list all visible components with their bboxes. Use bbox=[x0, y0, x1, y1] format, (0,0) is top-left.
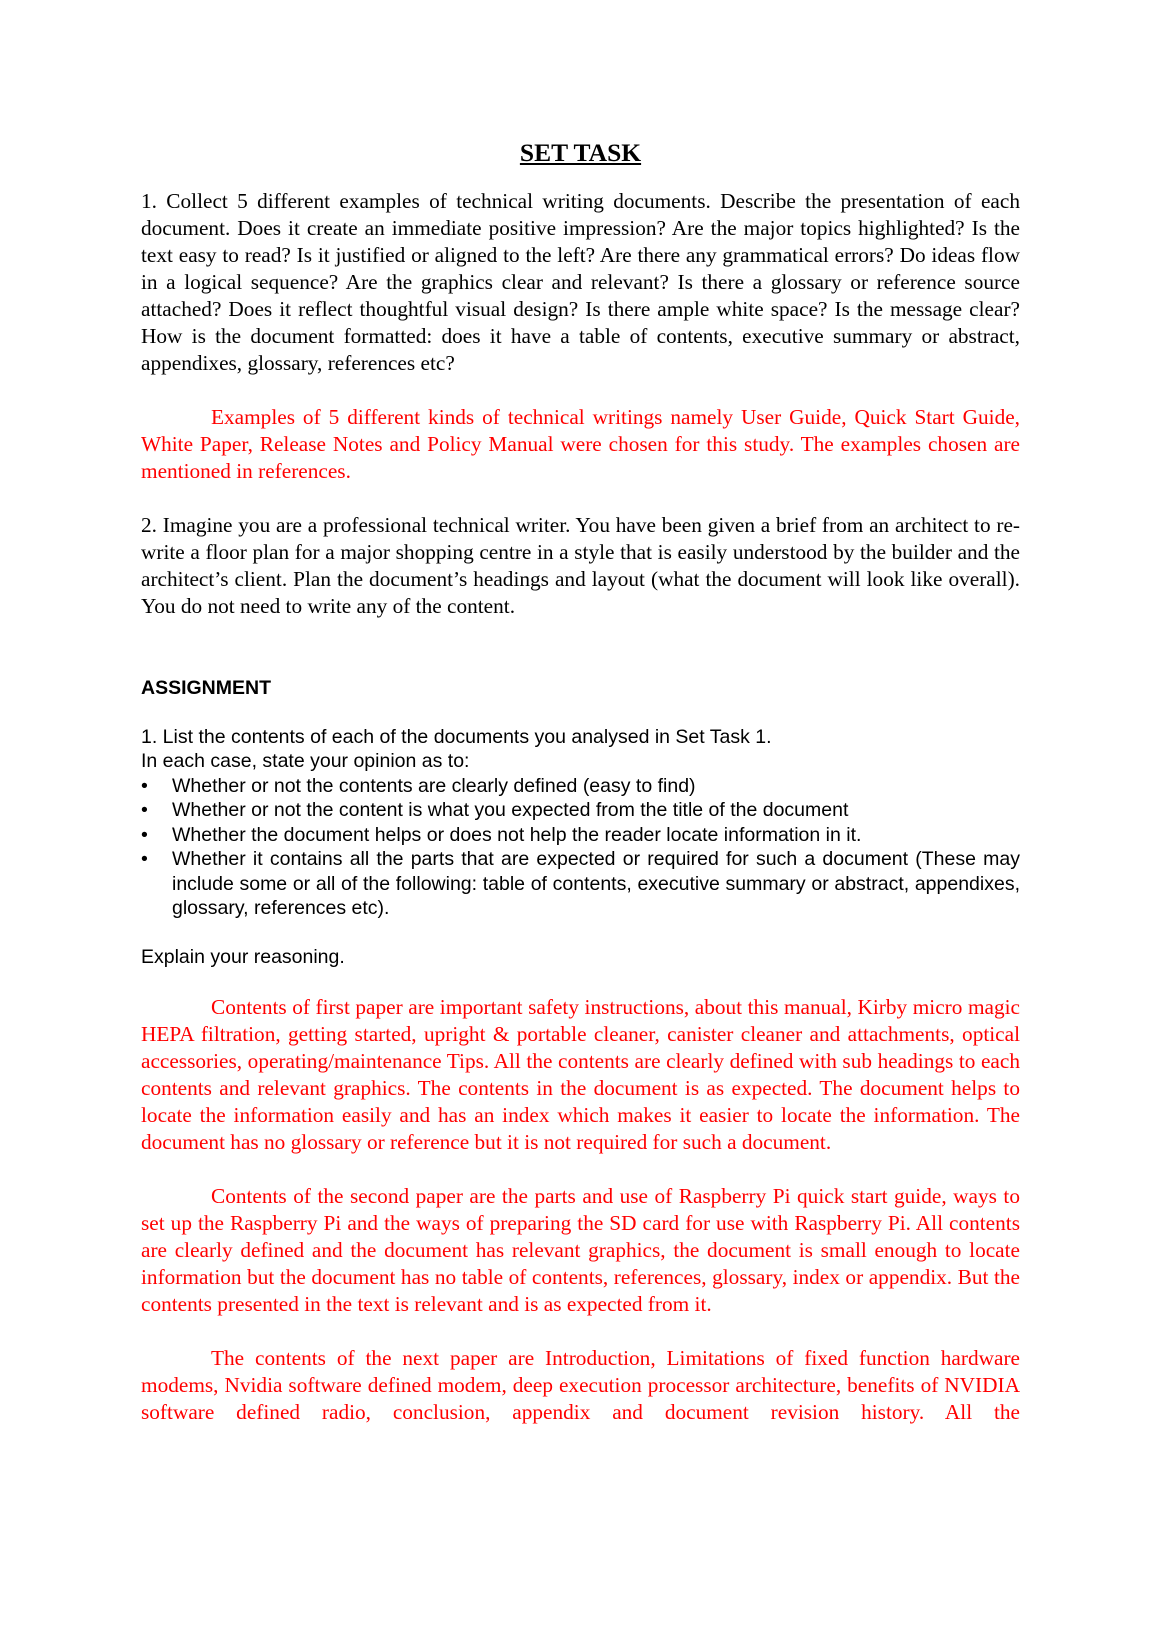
assignment-heading: ASSIGNMENT bbox=[141, 677, 272, 699]
page-title: SET TASK bbox=[519, 138, 642, 167]
list-item: • Whether or not the content is what you expected from the title of the document bbox=[141, 798, 1020, 823]
answer-paragraph-1: Contents of first paper are important safety instructions, about this manual, Kirby micro magic HEPA filtration, getting started, upright & portable cleaner, canister cleaner and attachments, optical accessories, operating/maintenance Tips. All the contents are clearly defined with sub headings to each contents and relevant graphics. The contents in the document is as expected. The document helps to locate the information easily and has an index which makes it easier to locate the information. The document has no glossary or reference but it is not required for such a document. bbox=[141, 995, 1020, 1154]
document-page bbox=[141, 138, 1020, 1426]
answer-paragraph-2: Contents of the second paper are the parts and use of Raspberry Pi quick start guide, ways to set up the Raspberry Pi and the ways of preparing the SD card for use with Raspberry Pi. All contents are clearly defined and the document has relevant graphics, the document is small enough to locate information but the document has no table of contents, references, glossary, index or appendix. But the contents presented in the text is relevant and is as expected from it. bbox=[141, 1184, 1020, 1316]
assignment-instruction-2: In each case, state your opinion as to: bbox=[141, 750, 470, 772]
criteria-list bbox=[141, 774, 1020, 921]
set-task-question-2: 2. Imagine you are a professional technical writer. You have been given a brief from an architect to re-write a floor plan for a major shopping centre in a style that is easily understood by the builder and the architect’s client. Plan the document’s headings and layout (what the document will look like overall). You do not need to write any of the content. bbox=[141, 513, 1020, 618]
assignment-instruction-1: 1. List the contents of each of the documents you analysed in Set Task 1. bbox=[141, 725, 772, 748]
explain-reasoning: Explain your reasoning. bbox=[141, 945, 345, 968]
set-task-answer-1: Examples of 5 different kinds of technical writings namely User Guide, Quick Start Guide, White Paper, Release Notes and Policy Manual were chosen for this study. The examples chosen are mentioned in references. bbox=[141, 405, 1020, 483]
set-task-question-1: 1. Collect 5 different examples of technical writing documents. Describe the presentation of each document. Does it create an immediate positive impression? Are the major topics highlighted? Is the text easy to read? Is it justified or aligned to the left? Are there any grammatical errors? Do ideas flow in a logical sequence? Are the graphics clear and relevant? Is there a glossary or reference source attached? Does it reflect thoughtful visual design? Is there ample white space? Is the message clear? How is the document formatted: does it have a table of contents, executive summary or abstract, appendixes, glossary, references etc? bbox=[141, 189, 1020, 375]
list-item: • Whether the document helps or does not help the reader locate information in it. bbox=[141, 823, 1020, 848]
answer-paragraph-3: The contents of the next paper are Introduction, Limitations of fixed function hardware modems, Nvidia software defined modem, deep execution processor architecture, benefits of NVIDIA software defined radio, conclusion, appendix and document revision history. All the bbox=[141, 1346, 1020, 1424]
list-item: • Whether it contains all the parts that are expected or required for such a document (These may include some or all of the following: table of contents, executive summary or abstract, appendixes, glossary, references etc). bbox=[141, 847, 1020, 921]
list-item: • Whether or not the contents are clearly defined (easy to find) bbox=[141, 774, 1020, 799]
